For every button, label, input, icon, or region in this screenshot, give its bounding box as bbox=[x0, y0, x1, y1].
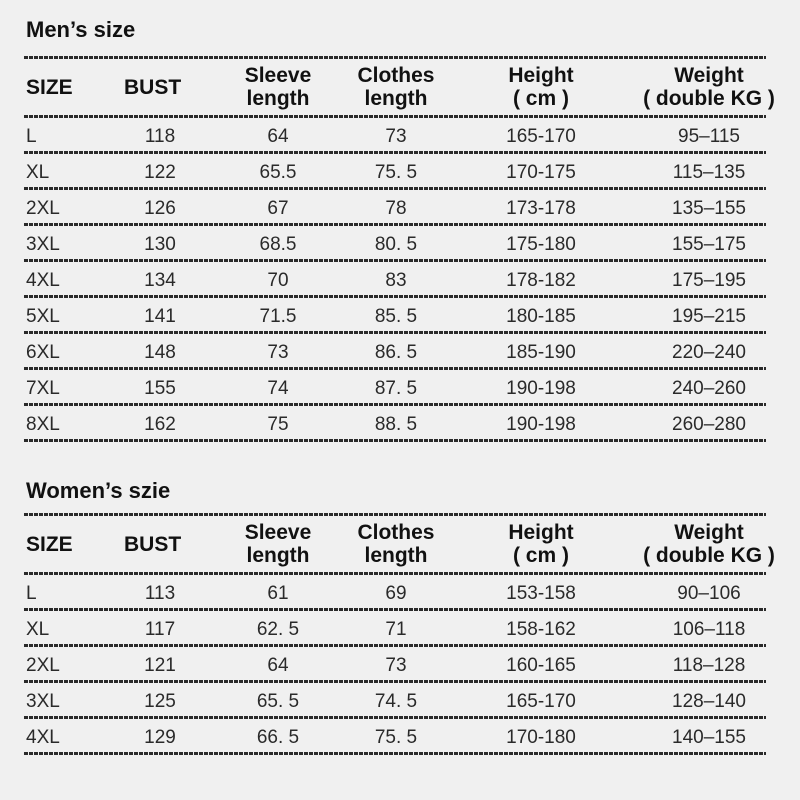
header-sleeve-line2: length bbox=[246, 544, 310, 567]
cell-height: 165-170 bbox=[506, 690, 576, 712]
table-row bbox=[24, 298, 766, 331]
header-weight-line2: ( double KG ) bbox=[643, 87, 775, 110]
header-sleeve-length bbox=[228, 516, 328, 572]
cell-sleeve: 73 bbox=[267, 341, 289, 363]
cell-bust: 126 bbox=[144, 197, 176, 219]
table-row bbox=[24, 226, 766, 259]
header-bust: BUST bbox=[124, 532, 182, 556]
table-row bbox=[24, 154, 766, 187]
table-header-row bbox=[24, 59, 775, 115]
cell-sleeve: 65. 5 bbox=[256, 690, 300, 712]
cell-bust: 122 bbox=[144, 161, 176, 183]
table-row bbox=[24, 262, 766, 295]
cell-height: 190-198 bbox=[506, 413, 576, 435]
cell-sleeve: 70 bbox=[267, 269, 289, 291]
women-size-table bbox=[24, 513, 775, 755]
cell-clothes: 74. 5 bbox=[374, 690, 418, 712]
header-height-line1: Height bbox=[508, 64, 574, 87]
cell-sleeve: 64 bbox=[267, 654, 289, 676]
table-row bbox=[24, 190, 766, 223]
cell-bust: 125 bbox=[144, 690, 176, 712]
cell-bust: 162 bbox=[144, 413, 176, 435]
header-size: SIZE bbox=[26, 532, 73, 556]
cell-clothes: 83 bbox=[385, 269, 407, 291]
cell-size: 8XL bbox=[26, 413, 60, 435]
cell-size: 4XL bbox=[26, 726, 60, 748]
cell-weight: 115–135 bbox=[672, 161, 746, 183]
cell-size: 7XL bbox=[26, 377, 60, 399]
cell-bust: 130 bbox=[144, 233, 176, 255]
cell-clothes: 75. 5 bbox=[374, 726, 418, 748]
header-clothes-length bbox=[346, 59, 446, 115]
cell-size: L bbox=[26, 582, 37, 604]
header-clothes-line1: Clothes bbox=[357, 521, 435, 544]
cell-bust: 148 bbox=[144, 341, 176, 363]
cell-height: 170-175 bbox=[506, 161, 576, 183]
cell-height: 185-190 bbox=[506, 341, 576, 363]
cell-height: 173-178 bbox=[506, 197, 576, 219]
cell-size: 3XL bbox=[26, 233, 60, 255]
cell-height: 190-198 bbox=[506, 377, 576, 399]
cell-weight: 135–155 bbox=[672, 197, 746, 219]
table-divider bbox=[24, 439, 766, 442]
cell-sleeve: 64 bbox=[267, 125, 289, 147]
cell-weight: 155–175 bbox=[672, 233, 746, 255]
cell-sleeve: 75 bbox=[267, 413, 289, 435]
header-size: SIZE bbox=[26, 75, 73, 99]
cell-clothes: 80. 5 bbox=[374, 233, 418, 255]
cell-weight: 220–240 bbox=[672, 341, 746, 363]
cell-bust: 134 bbox=[144, 269, 176, 291]
cell-clothes: 88. 5 bbox=[374, 413, 418, 435]
cell-clothes: 73 bbox=[385, 125, 407, 147]
cell-weight: 106–118 bbox=[672, 618, 746, 640]
cell-weight: 118–128 bbox=[672, 654, 746, 676]
cell-size: L bbox=[26, 125, 37, 147]
cell-height: 160-165 bbox=[506, 654, 576, 676]
table-header-row bbox=[24, 516, 775, 572]
header-weight-line1: Weight bbox=[674, 521, 744, 544]
cell-sleeve: 65.5 bbox=[259, 161, 297, 183]
header-height-line2: ( cm ) bbox=[512, 544, 569, 567]
table-row bbox=[24, 406, 766, 439]
table-row bbox=[24, 719, 766, 752]
header-clothes-line2: length bbox=[364, 544, 428, 567]
cell-bust: 121 bbox=[144, 654, 176, 676]
cell-weight: 140–155 bbox=[672, 726, 746, 748]
cell-weight: 95–115 bbox=[678, 125, 740, 147]
header-height-line1: Height bbox=[508, 521, 574, 544]
cell-sleeve: 68.5 bbox=[259, 233, 297, 255]
header-height-line2: ( cm ) bbox=[512, 87, 569, 110]
header-height bbox=[486, 59, 596, 115]
header-bust: BUST bbox=[124, 75, 182, 99]
header-clothes-length bbox=[346, 516, 446, 572]
table-row bbox=[24, 647, 766, 680]
cell-size: XL bbox=[26, 161, 50, 183]
cell-clothes: 73 bbox=[385, 654, 407, 676]
cell-clothes: 85. 5 bbox=[374, 305, 418, 327]
table-divider bbox=[24, 752, 766, 755]
cell-clothes: 86. 5 bbox=[374, 341, 418, 363]
cell-height: 170-180 bbox=[506, 726, 576, 748]
cell-weight: 128–140 bbox=[672, 690, 746, 712]
men-size-table bbox=[24, 56, 775, 442]
cell-bust: 118 bbox=[144, 125, 176, 147]
header-weight bbox=[624, 516, 794, 572]
table-row bbox=[24, 611, 766, 644]
cell-bust: 113 bbox=[144, 582, 176, 604]
cell-height: 175-180 bbox=[506, 233, 576, 255]
cell-size: 4XL bbox=[26, 269, 60, 291]
cell-height: 158-162 bbox=[506, 618, 576, 640]
cell-sleeve: 67 bbox=[267, 197, 289, 219]
cell-weight: 195–215 bbox=[672, 305, 746, 327]
header-weight-line2: ( double KG ) bbox=[643, 544, 775, 567]
cell-height: 180-185 bbox=[506, 305, 576, 327]
cell-weight: 175–195 bbox=[672, 269, 746, 291]
cell-sleeve: 62. 5 bbox=[256, 618, 300, 640]
cell-sleeve: 61 bbox=[267, 582, 289, 604]
cell-size: 6XL bbox=[26, 341, 60, 363]
header-weight-line1: Weight bbox=[674, 64, 744, 87]
table-row bbox=[24, 575, 766, 608]
cell-size: 5XL bbox=[26, 305, 60, 327]
cell-clothes: 69 bbox=[385, 582, 407, 604]
cell-size: XL bbox=[26, 618, 50, 640]
header-clothes-line2: length bbox=[364, 87, 428, 110]
cell-sleeve: 71.5 bbox=[259, 305, 297, 327]
cell-height: 178-182 bbox=[506, 269, 576, 291]
table-row bbox=[24, 334, 766, 367]
cell-clothes: 78 bbox=[385, 197, 407, 219]
table-row bbox=[24, 118, 766, 151]
cell-height: 153-158 bbox=[506, 582, 576, 604]
men-size-title: Men’s size bbox=[26, 17, 136, 42]
cell-bust: 141 bbox=[144, 305, 176, 327]
header-sleeve-line1: Sleeve bbox=[244, 521, 312, 544]
cell-weight: 260–280 bbox=[672, 413, 746, 435]
cell-bust: 155 bbox=[144, 377, 176, 399]
cell-weight: 90–106 bbox=[677, 582, 741, 604]
cell-weight: 240–260 bbox=[672, 377, 746, 399]
header-sleeve-length bbox=[228, 59, 328, 115]
header-weight bbox=[624, 59, 794, 115]
header-clothes-line1: Clothes bbox=[357, 64, 435, 87]
women-size-title: Women’s szie bbox=[26, 478, 171, 503]
cell-bust: 117 bbox=[144, 618, 176, 640]
header-sleeve-line2: length bbox=[246, 87, 310, 110]
cell-clothes: 71 bbox=[385, 618, 407, 640]
cell-clothes: 87. 5 bbox=[374, 377, 418, 399]
cell-sleeve: 74 bbox=[267, 377, 289, 399]
cell-height: 165-170 bbox=[506, 125, 576, 147]
cell-sleeve: 66. 5 bbox=[256, 726, 300, 748]
header-height bbox=[486, 516, 596, 572]
cell-size: 2XL bbox=[26, 197, 60, 219]
cell-size: 3XL bbox=[26, 690, 60, 712]
cell-bust: 129 bbox=[144, 726, 176, 748]
table-row bbox=[24, 370, 766, 403]
table-row bbox=[24, 683, 766, 716]
cell-clothes: 75. 5 bbox=[374, 161, 418, 183]
header-sleeve-line1: Sleeve bbox=[244, 64, 312, 87]
cell-size: 2XL bbox=[26, 654, 60, 676]
